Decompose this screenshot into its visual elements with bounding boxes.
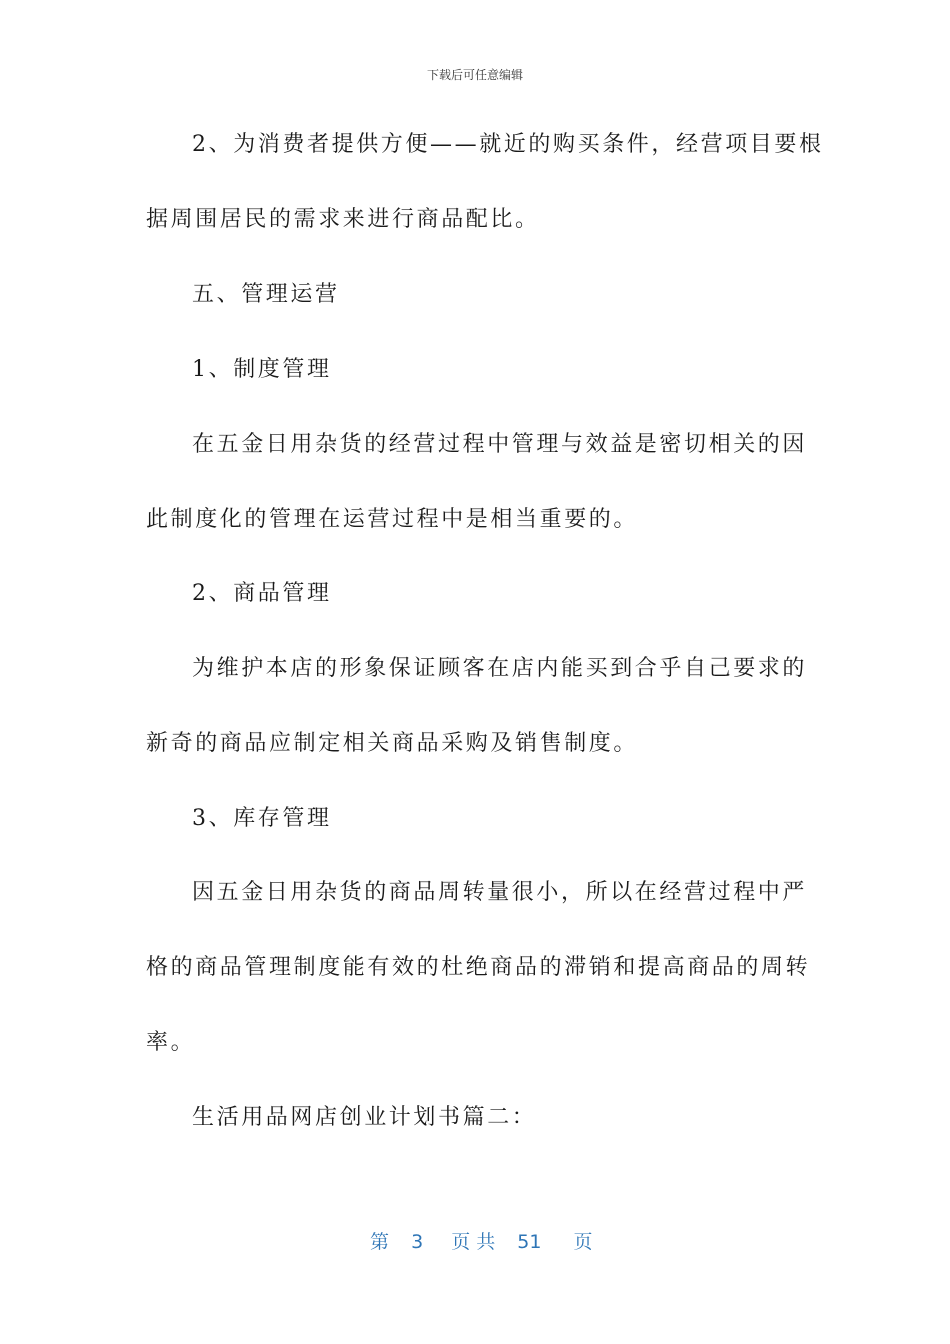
paragraph-line: 新奇的商品应制定相关商品采购及销售制度。 [146,731,639,756]
section-heading: 生活用品网店创业计划书篇二： [192,1105,537,1130]
page-number-footer [370,1227,593,1254]
paragraph-line: 2、为消费者提供方便——就近的购买条件，经营项目要根 [192,132,824,157]
paragraph-line: 在五金日用杂货的经营过程中管理与效益是密切相关的因 [192,432,808,457]
subsection-heading: 1、制度管理 [192,357,332,382]
current-page-number: 3 [411,1231,424,1253]
paragraph-line: 因五金日用杂货的商品周转量很小，所以在经营过程中严 [192,880,808,905]
page-middle-text: 页 共 [451,1231,496,1253]
section-heading: 五、管理运营 [192,282,340,307]
paragraph-line: 格的商品管理制度能有效的杜绝商品的滞销和提高商品的周转 [146,955,811,980]
page-prefix: 第 [370,1231,390,1253]
page-header: 下载后可任意编辑 [426,68,523,82]
subsection-heading: 3、库存管理 [192,806,332,831]
paragraph-line: 为维护本店的形象保证顾客在店内能买到合乎自己要求的 [192,656,808,681]
paragraph-line: 率。 [146,1030,196,1055]
page-suffix: 页 [573,1231,593,1253]
total-pages-number: 51 [517,1231,542,1253]
subsection-heading: 2、商品管理 [192,581,332,606]
paragraph-line: 据周围居民的需求来进行商品配比。 [146,207,540,232]
paragraph-line: 此制度化的管理在运营过程中是相当重要的。 [146,507,639,532]
